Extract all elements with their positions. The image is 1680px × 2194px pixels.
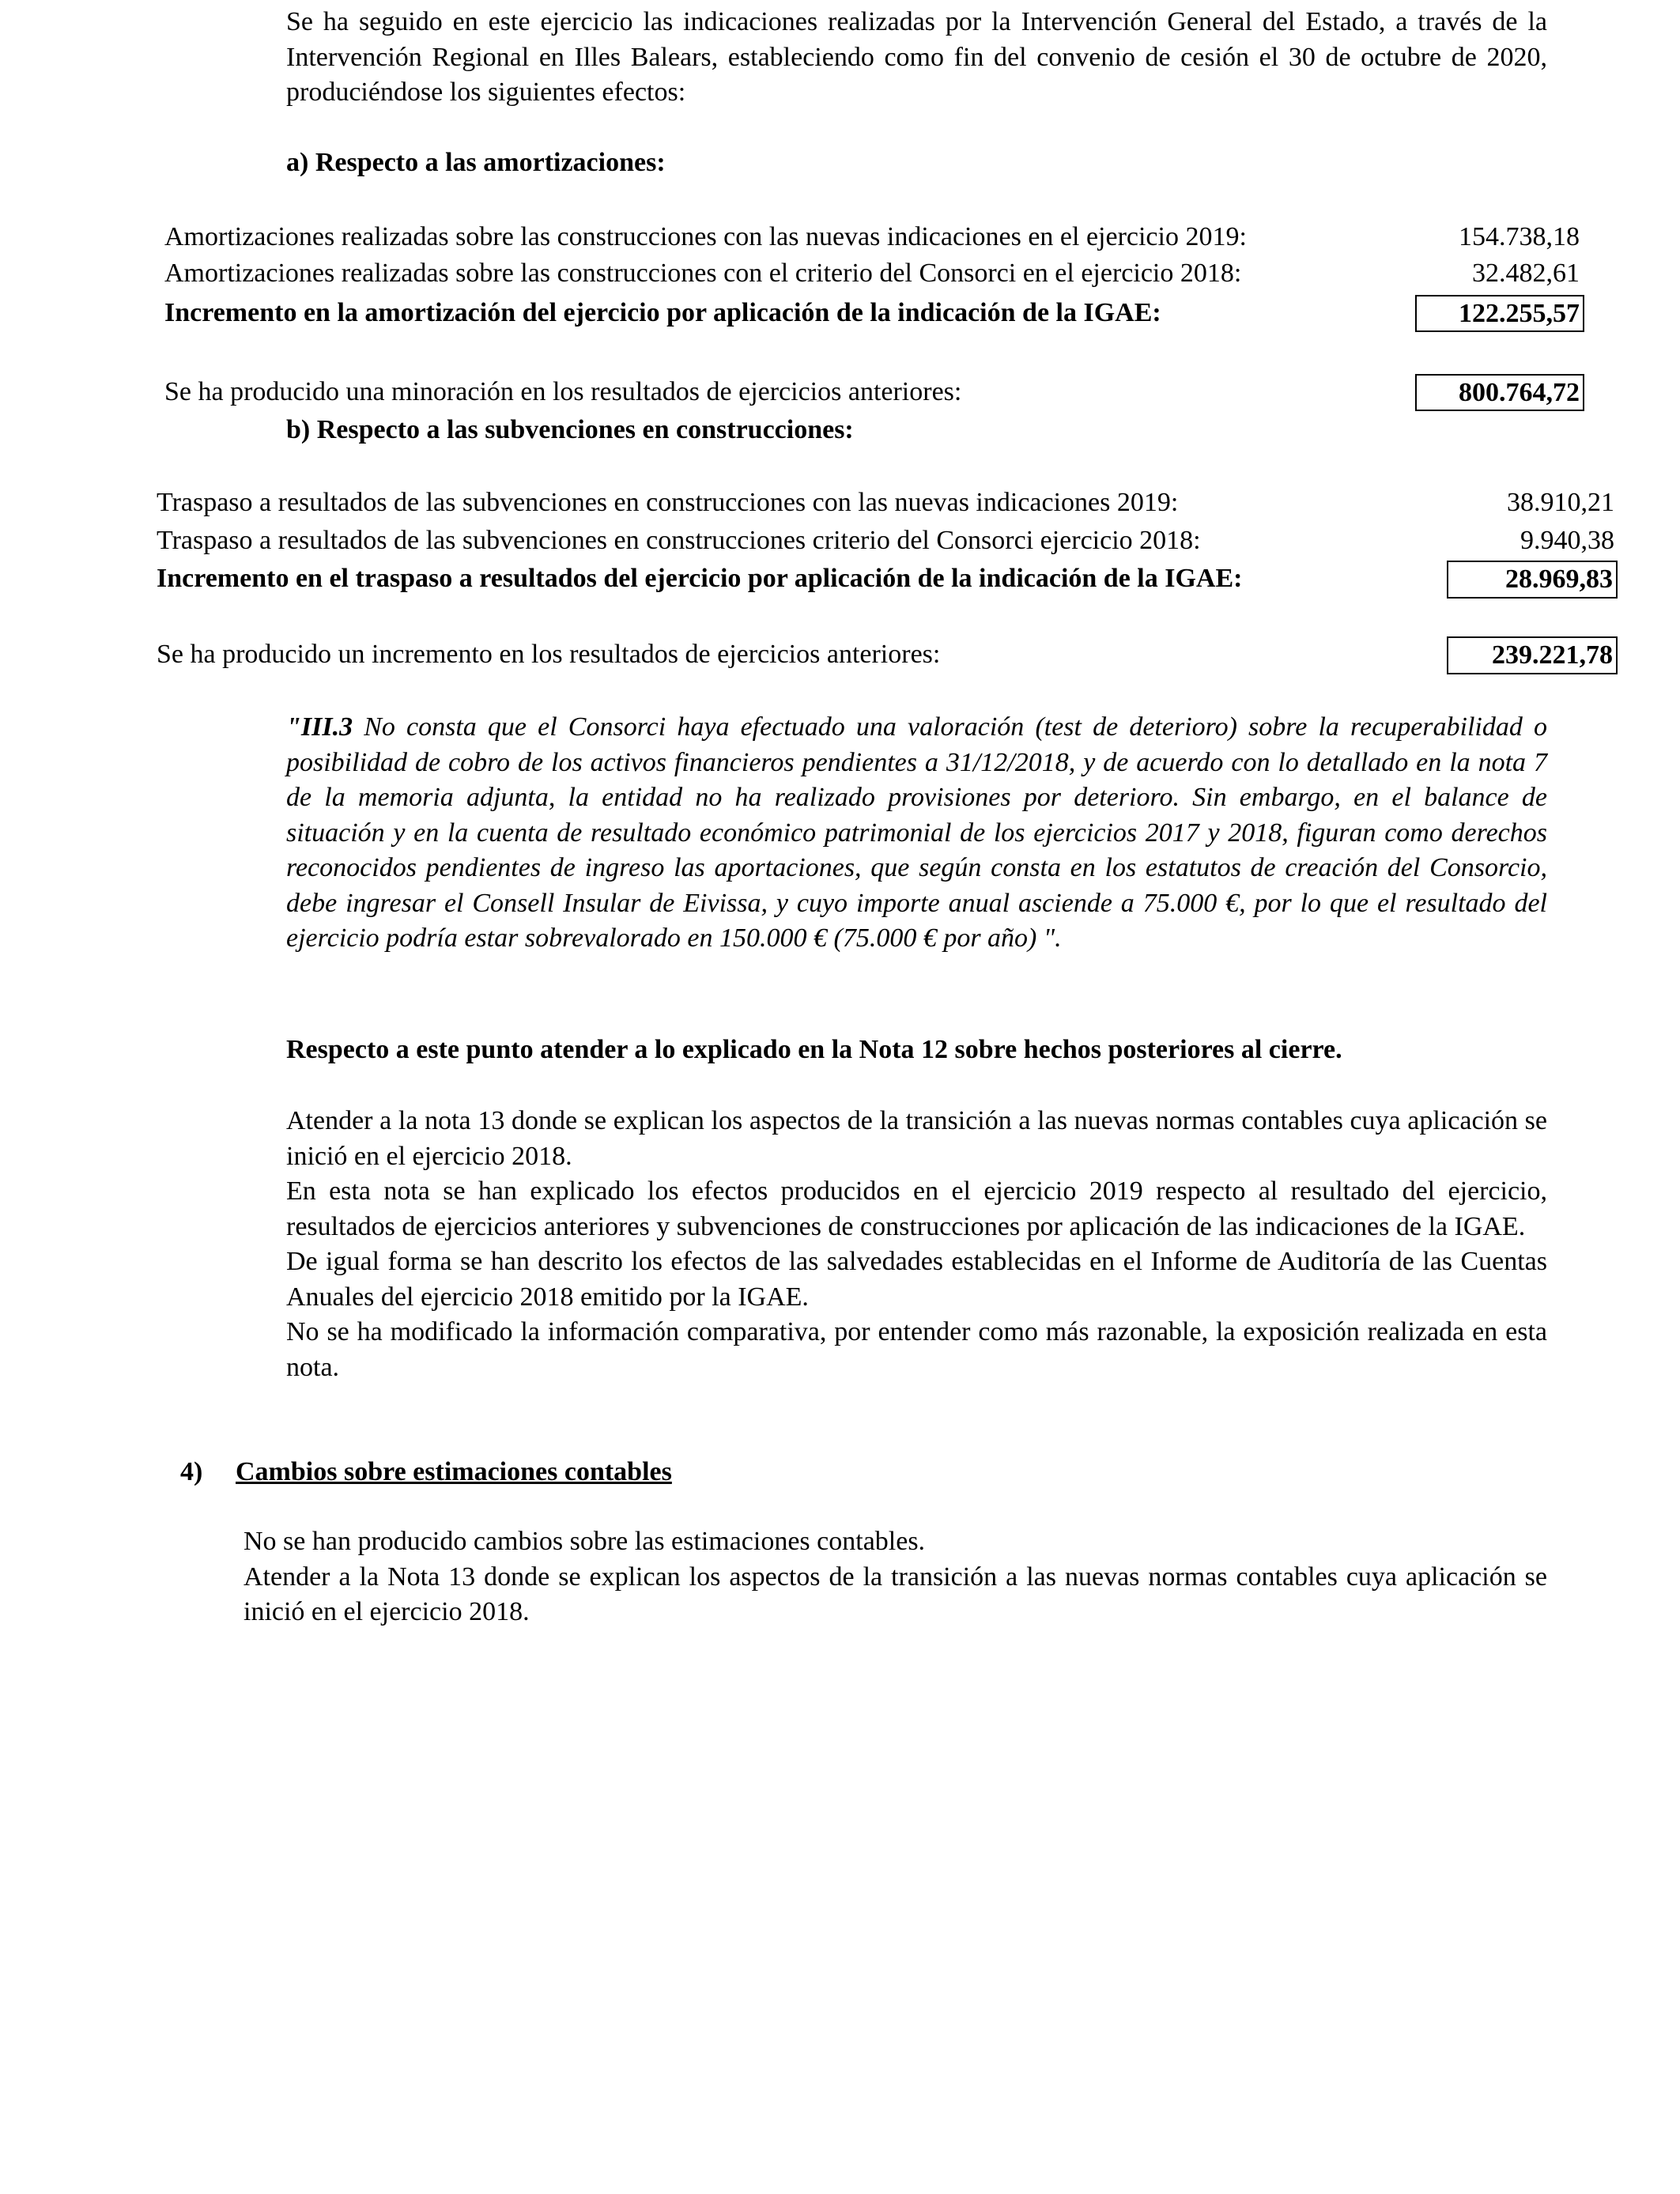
audit-quote-text: No consta que el Consorci haya efectuado una valoración (test de deterioro) sobre la recuperabilidad o posibilidad de cobro de los activos financieros pendientes a 31/12/2018, y de acuerdo con lo detallado en la nota 7 de la memoria adjunta, la entidad no ha realizado provisiones por deterioro. Sin embargo, en el balance de situación y en la cuenta de resultado económico patrimonial de los ejercicios 2017 y 2018, figuran como derechos reconocidos pendientes de ingreso las aportaciones, que según consta en los estatutos de creación del Consorcio, debe ingresar el Consell Insular de Eivissa, y cuyo importe anual asciende a 75.000 €, por lo que el resultado del ejercicio podría estar sobrevalorado en 150.000 € (75.000 € por año) ". xyxy=(286,712,1547,953)
section-4-title: Cambios sobre estimaciones contables xyxy=(236,1457,672,1486)
section-b-row-1-label: Traspaso a resultados de las subvenciones en construcciones con las nuevas indicaciones 2019: xyxy=(157,488,1179,517)
section-b-row-2-value: 9.940,38 xyxy=(1520,526,1614,555)
intro-paragraph: Se ha seguido en este ejercicio las indicaciones realizadas por la Intervención General del Estado, a través de la Intervención Regional en Illes Balears, estableciendo como fin del convenio de cesión el 30 de octubre de 2020, produciéndose los siguientes efectos: xyxy=(286,7,1547,107)
section-4-paragraphs xyxy=(244,1524,1547,1630)
section-a-result-label: Se ha producido una minoración en los resultados de ejercicios anteriores: xyxy=(164,377,962,406)
response-paragraph: Respecto a este punto atender a lo explicado en la Nota 12 sobre hechos posteriores al cierre. xyxy=(286,1035,1342,1064)
section-b-result-label: Se ha producido un incremento en los resultados de ejercicios anteriores: xyxy=(157,640,941,669)
explanation-paragraphs xyxy=(286,1104,1547,1385)
section-b-total-value: 28.969,83 xyxy=(1447,561,1618,599)
section-a-row-1-label: Amortizaciones realizadas sobre las construcciones con las nuevas indicaciones en el ejercicio 2019: xyxy=(164,222,1247,251)
section-b-result-value: 239.221,78 xyxy=(1447,636,1618,674)
section-4-number: 4) xyxy=(180,1457,203,1486)
section-4-paragraph-2: Atender a la Nota 13 donde se explican los aspectos de la transición a las nuevas normas contables cuya aplicación se inició en el ejercicio 2018. xyxy=(244,1561,1547,1626)
explanation-paragraph-1: Atender a la nota 13 donde se explican los aspectos de la transición a las nuevas normas contables cuya aplicación se inició en el ejercicio 2018. xyxy=(286,1106,1547,1171)
section-4-paragraph-1: No se han producido cambios sobre las estimaciones contables. xyxy=(244,1527,926,1556)
section-a-row-2-value: 32.482,61 xyxy=(1472,259,1580,288)
section-a-row-1-value: 154.738,18 xyxy=(1459,222,1580,251)
section-b-row-2-label: Traspaso a resultados de las subvenciones en construcciones criterio del Consorci ejercicio 2018: xyxy=(157,526,1201,555)
section-a-row-2-label: Amortizaciones realizadas sobre las construcciones con el criterio del Consorci en el ejercicio 2018: xyxy=(164,259,1242,288)
explanation-paragraph-2: En esta nota se han explicado los efectos producidos en el ejercicio 2019 respecto al resultado del ejercicio, resultados de ejercicios anteriores y subvenciones de construcciones por aplicación de las indicaciones de la IGAE. xyxy=(286,1176,1547,1241)
section-a-total-label: Incremento en la amortización del ejercicio por aplicación de la indicación de la IGAE: xyxy=(164,298,1161,327)
audit-quote xyxy=(286,710,1547,957)
section-a-result-value: 800.764,72 xyxy=(1415,374,1584,411)
section-a-total-value: 122.255,57 xyxy=(1415,295,1584,332)
explanation-paragraph-3: De igual forma se han descrito los efectos de las salvedades establecidas en el Informe de Auditoría de las Cuentas Anuales del ejercicio 2018 emitido por la IGAE. xyxy=(286,1247,1547,1312)
section-a-heading: a) Respecto a las amortizaciones: xyxy=(286,148,666,177)
section-b-heading: b) Respecto a las subvenciones en construcciones: xyxy=(286,415,854,444)
section-b-total-label: Incremento en el traspaso a resultados del ejercicio por aplicación de la indicación de la IGAE: xyxy=(157,564,1243,593)
explanation-paragraph-4: No se ha modificado la información comparativa, por entender como más razonable, la exposición realizada en esta nota. xyxy=(286,1317,1547,1382)
audit-quote-prefix: "III.3 xyxy=(286,712,353,742)
section-b-row-1-value: 38.910,21 xyxy=(1507,488,1614,517)
